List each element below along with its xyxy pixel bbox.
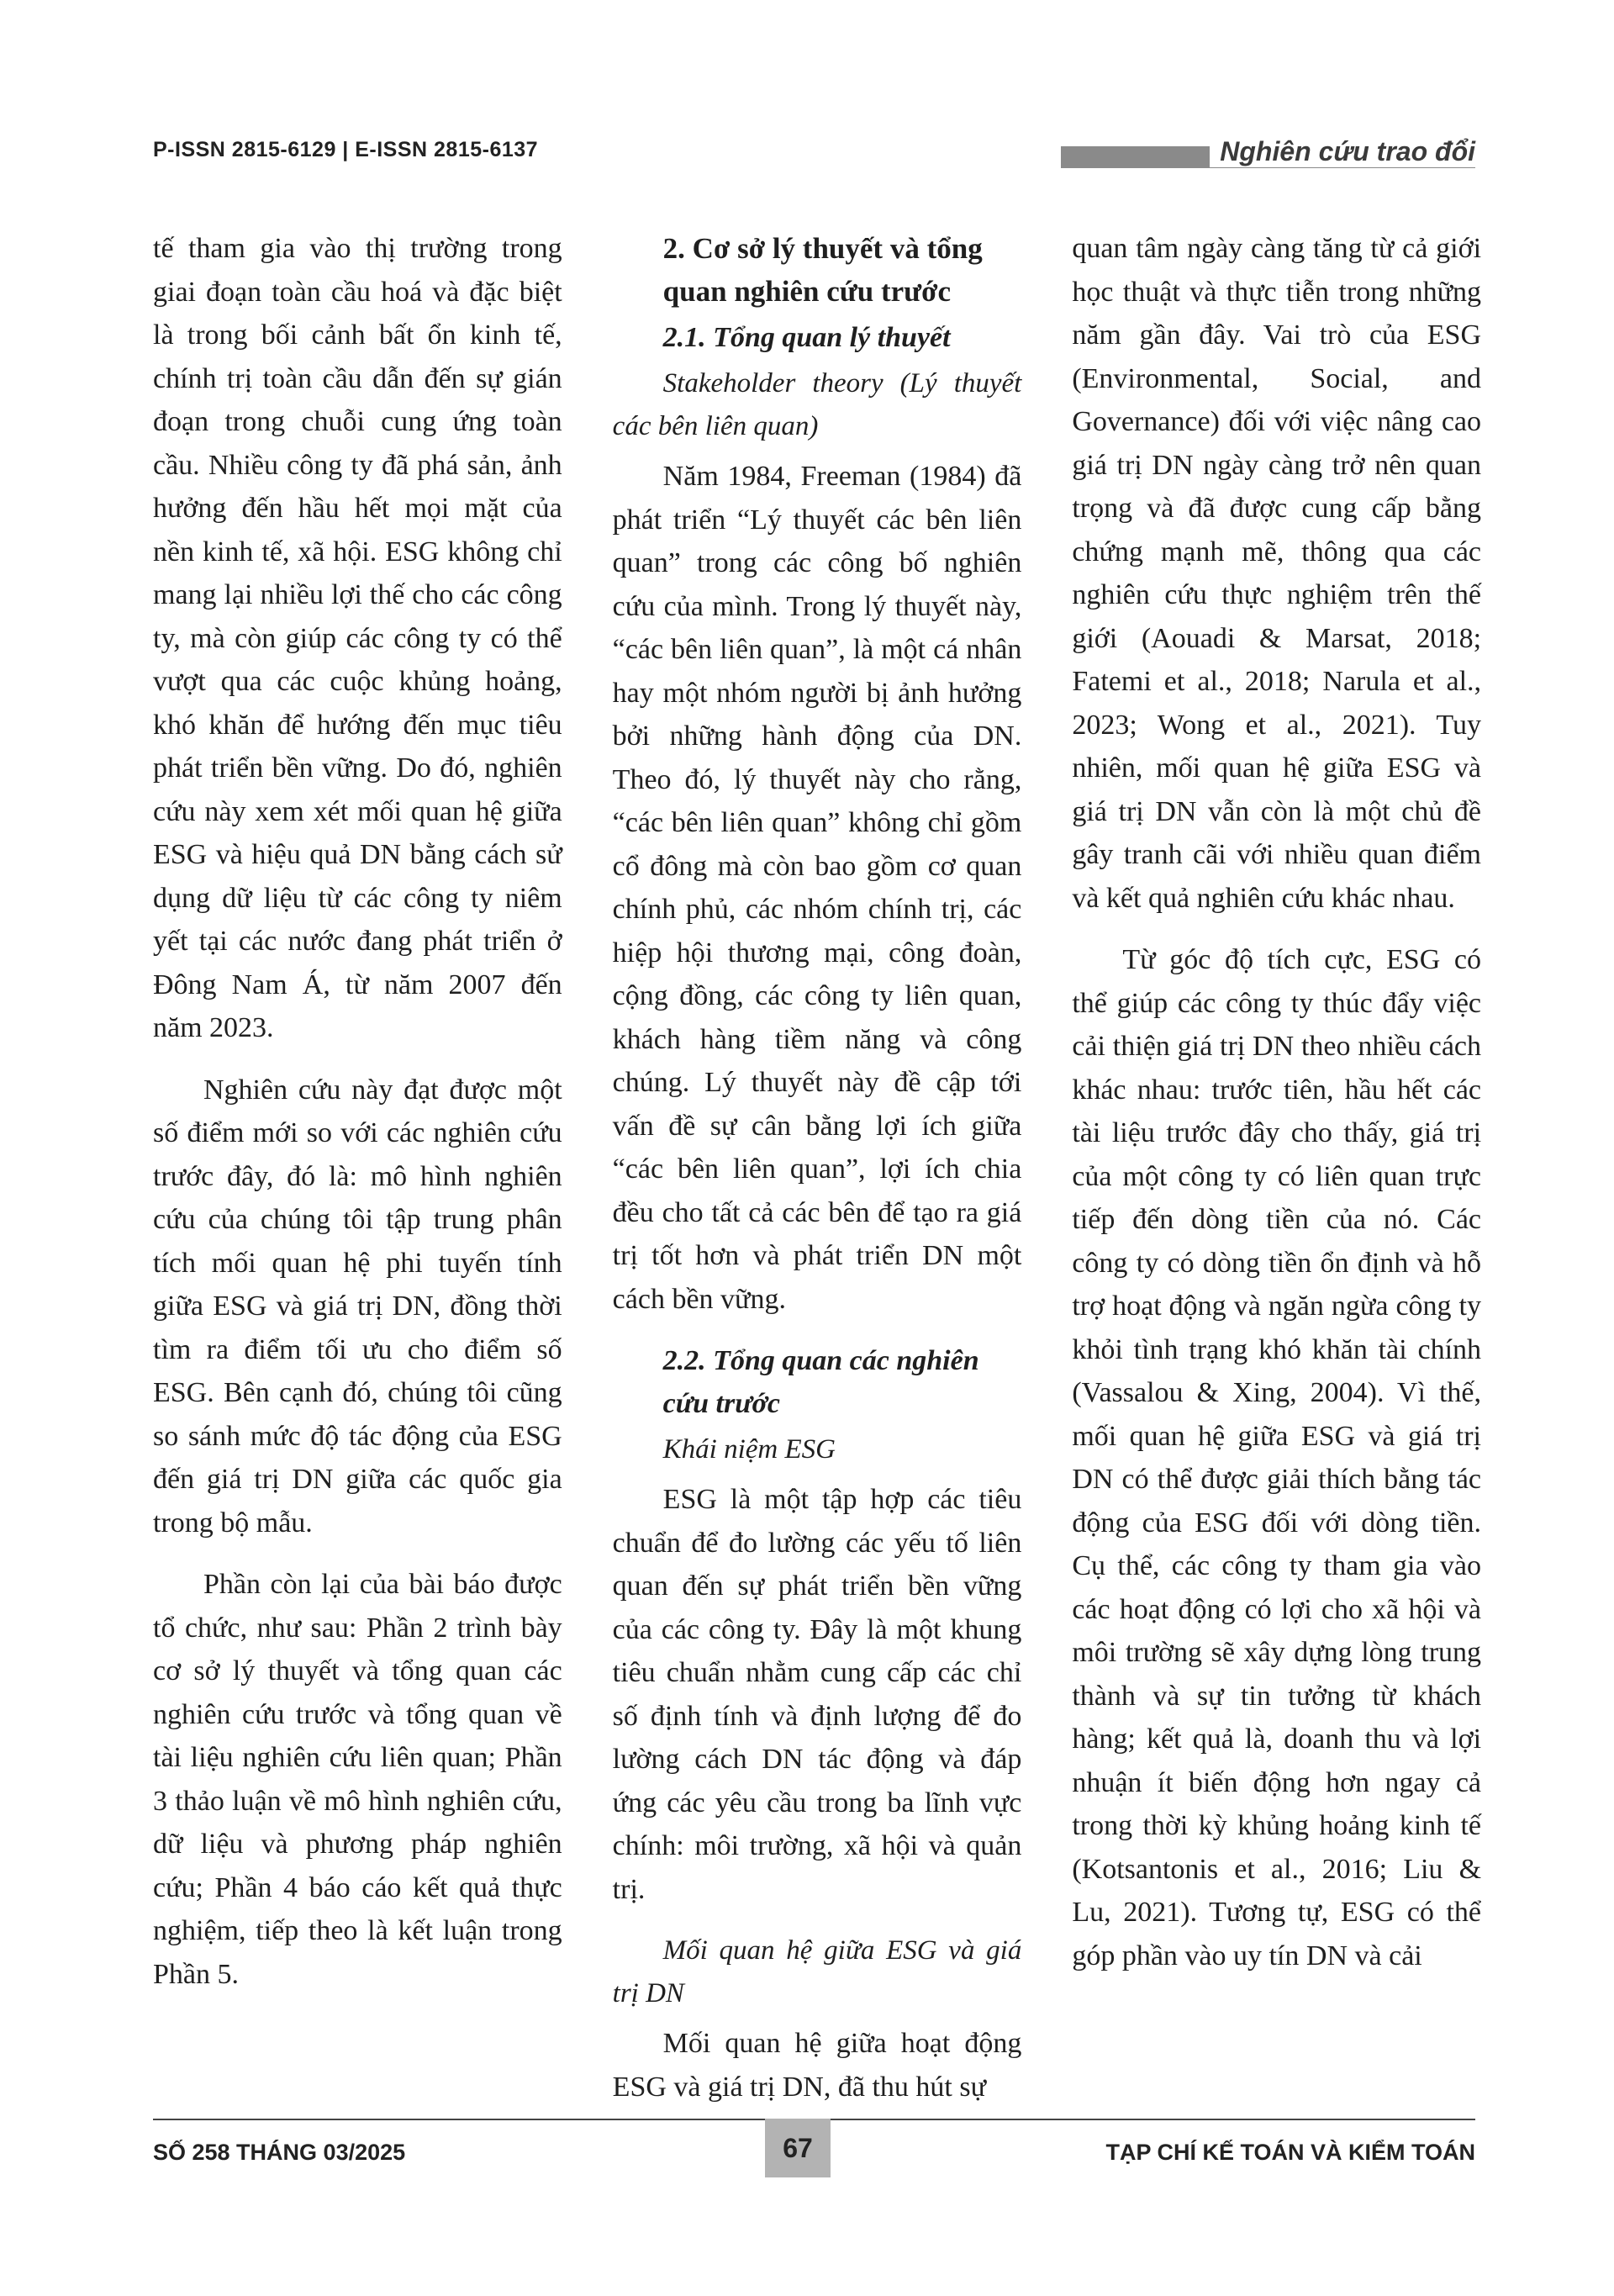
column-2 [613,227,1022,2110]
section-title: Nghiên cứu trao đổi [1210,136,1475,167]
paragraph: quan tâm ngày càng tăng từ cả giới học thuật và thực tiễn trong những năm gần đây. Vai trò của ESG (Environmental, Social, and Governance) đối với việc nâng cao giá trị DN ngày càng trở nên quan trọng và đã được cung cấp bằng chứng mạnh mẽ, thông qua các nghiên cứu thực nghiệm trên thế giới (Aouadi & Marsat, 2018; Fatemi et al., 2018; Narula et al., 2023; Wong et al., 2021). Tuy nhiên, mối quan hệ giữa ESG và giá trị DN vẫn còn là một chủ đề gây tranh cãi với nhiều quan điểm và kết quả nghiên cứu khác nhau. [1072,233,1482,914]
article-body [153,227,1481,2110]
paragraph: Từ góc độ tích cực, ESG có thể giúp các công ty thúc đẩy việc cải thiện giá trị DN theo nhiều cách khác nhau: trước tiên, hầu hết các tài liệu trước đây cho thấy, giá trị của một công ty có liên quan trực tiếp đến dòng tiền của nó. Các công ty có dòng tiền ổn định và hỗ trợ hoạt động và ngăn ngừa công ty khỏi tình trạng khó khăn tài chính (Vassalou & Xing, 2004). Vì thế, mối quan hệ giữa ESG và giá trị DN có thể được giải thích bằng tác động của ESG đối với dòng tiền. Cụ thể, các công ty tham gia vào các hoạt động có lợi cho xã hội và môi trường sẽ xây dựng lòng trung thành và sự tin tưởng từ khách hàng; kết quả là, doanh thu và lợi nhuận ít biến động hơn ngay cả trong thời kỳ khủng hoảng kinh tế (Kotsantonis et al., 2016; Liu & Lu, 2021). Tương tự, ESG có thể góp phần vào uy tín DN và cải [1072,944,1482,1971]
section-heading: 2. Cơ sở lý thuyết và tổng quan nghiên cứu trước [662,232,983,308]
topic-subheading: Mối quan hệ giữa ESG và giá trị DN [612,1935,1022,2008]
topic-subheading: Khái niệm ESG [662,1434,836,1465]
paragraph: Phần còn lại của bài báo được tổ chức, như sau: Phần 2 trình bày cơ sở lý thuyết và tổng quan các nghiên cứu trước và tổng quan về tài liệu nghiên cứu liên quan; Phần 3 thảo luận về mô hình nghiên cứu, dữ liệu và phương pháp nghiên cứu; Phần 4 báo cáo kết quả thực nghiệm, tiếp theo là kết luận trong Phần 5. [153,1569,562,1990]
page-number: 67 [765,2119,831,2177]
paragraph: Mối quan hệ giữa hoạt động ESG và giá trị DN, đã thu hút sự [612,2028,1022,2103]
subsection-heading: 2.1. Tổng quan lý thuyết [662,322,951,353]
paragraph: Năm 1984, Freeman (1984) đã phát triển “Lý thuyết các bên liên quan” trong các công bố nghiên cứu của mình. Trong lý thuyết này, “các bên liên quan”, là một cá nhân hay một nhóm người bị ảnh hưởng bởi những hành động của DN. Theo đó, lý thuyết này cho rằng, “các bên liên quan” không chỉ gồm cổ đông mà còn bao gồm cơ quan chính phủ, các nhóm chính trị, các hiệp hội thương mại, công đoàn, cộng đồng, các công ty liên quan, khách hàng tiềm năng và công chúng. Lý thuyết này đề cập tới vấn đề sự cân bằng lợi ích giữa “các bên liên quan”, lợi ích chia đều cho tất cả các bên để tạo ra giá trị tốt hơn và phát triển DN một cách bền vững. [612,461,1022,1315]
column-1 [153,227,562,2110]
paragraph: tế tham gia vào thị trường trong giai đoạn toàn cầu hoá và đặc biệt là trong bối cảnh bất ổn kinh tế, chính trị toàn cầu dẫn đến sự gián đoạn trong chuỗi cung ứng toàn cầu. Nhiều công ty đã phá sản, ảnh hưởng đến hầu hết mọi mặt của nền kinh tế, xã hội. ESG không chỉ mang lại nhiều lợi thế cho các công ty, mà còn giúp các công ty có thể vượt qua các cuộc khủng hoảng, khó khăn để hướng đến mục tiêu phát triển bền vững. Do đó, nghiên cứu này xem xét mối quan hệ giữa ESG và hiệu quả DN bằng cách sử dụng dữ liệu từ các công ty niêm yết tại các nước đang phát triển ở Đông Nam Á, từ năm 2007 đến năm 2023. [153,233,562,1043]
subsection-heading: 2.2. Tổng quan các nghiên cứu trước [662,1345,979,1419]
paragraph: ESG là một tập hợp các tiêu chuẩn để đo lường các yếu tố liên quan đến sự phát triển bền vững của các công ty. Đây là một khung tiêu chuẩn nhằm cung cấp các chỉ số định tính và định lượng để đo lường cách DN tác động và đáp ứng các yêu cầu trong ba lĩnh vực chính: môi trường, xã hội và quản trị. [612,1484,1022,1905]
issn-label: P-ISSN 2815-6129 | E-ISSN 2815-6137 [153,138,539,161]
journal-name: TẠP CHÍ KẾ TOÁN VÀ KIỂM TOÁN [1105,2140,1475,2165]
column-3 [1072,227,1481,2110]
page-header [153,135,1475,177]
paragraph: Nghiên cứu này đạt được một số điểm mới so với các nghiên cứu trước đây, đó là: mô hình nghiên cứu của chúng tôi tập trung phân tích mối quan hệ phi tuyến tính giữa ESG và giá trị DN, đồng thời tìm ra điểm tối ưu cho điểm số ESG. Bên cạnh đó, chúng tôi cũng so sánh mức độ tác động của ESG đến giá trị DN giữa các quốc gia trong bộ mẫu. [153,1074,562,1539]
issue-label: SỐ 258 THÁNG 03/2025 [153,2140,406,2165]
topic-subheading: Stakeholder theory (Lý thuyết các bên liên quan) [612,368,1022,441]
